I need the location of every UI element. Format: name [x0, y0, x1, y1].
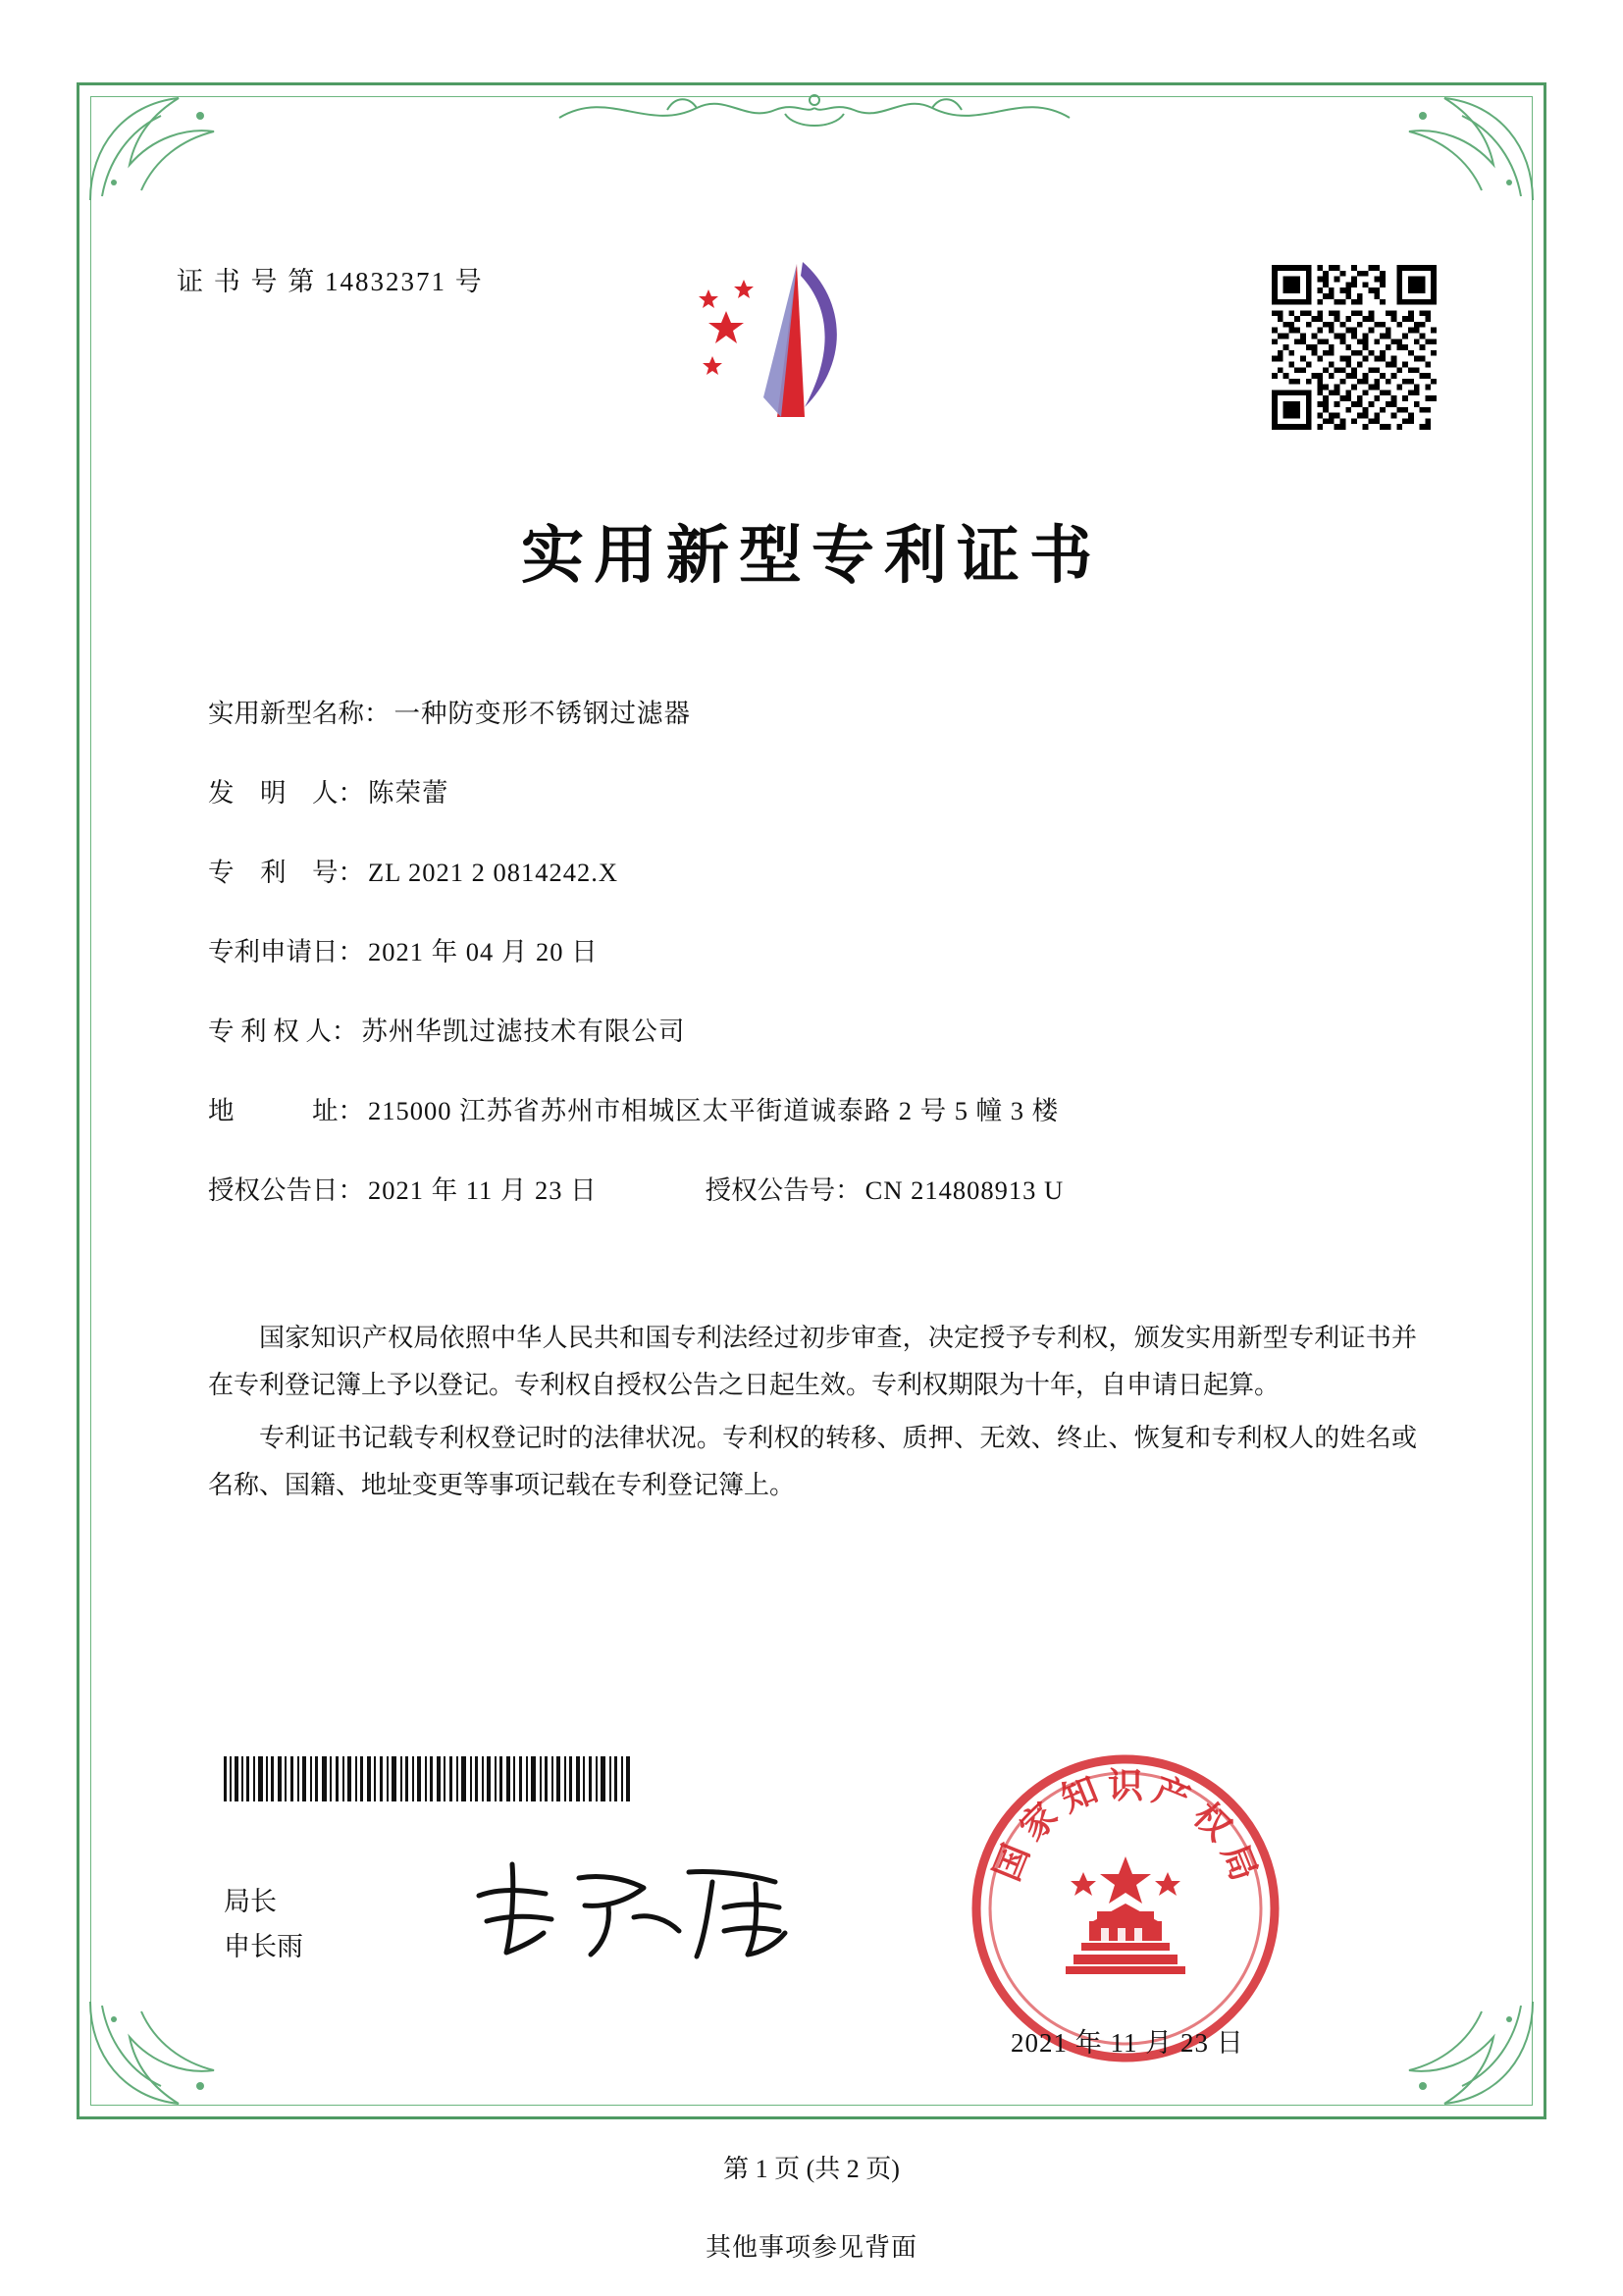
certificate-number: 证 书 号 第 14832371 号 [177, 267, 484, 296]
field-inventor [208, 771, 1425, 809]
barcode-icon [224, 1756, 636, 1801]
publication-number-value: CN 214808913 U [864, 1175, 1065, 1205]
field-label: 专利申请日： [208, 937, 364, 966]
qr-code-icon [1272, 265, 1437, 430]
signature-name: 申长雨 [224, 1932, 303, 1961]
corner-ornament-top-right [1391, 88, 1539, 206]
field-utility-model-name [208, 692, 1425, 730]
publication-number-label: 授权公告号： [705, 1175, 862, 1205]
corner-ornament-bottom-right [1391, 1996, 1539, 2113]
svg-text:识: 识 [1107, 1766, 1144, 1805]
legal-paragraph-2: 专利证书记载专利权登记时的法律状况。专利权的转移、质押、无效、终止、恢复和专利权人的姓名或名称、国籍、地址变更等事项记载在专利登记簿上。 [208, 1424, 1417, 1499]
signature-role: 局长 [224, 1887, 277, 1916]
field-publication [208, 1169, 1425, 1207]
legal-text [208, 1315, 1417, 1515]
field-label: 专 利 号： [208, 858, 364, 887]
corner-ornament-top-left [84, 88, 232, 206]
field-list [208, 692, 1425, 1248]
svg-text:局: 局 [1214, 1838, 1265, 1887]
signature-block [224, 1879, 303, 1969]
svg-text:知: 知 [1055, 1769, 1104, 1820]
svg-text:权: 权 [1185, 1795, 1239, 1849]
field-value: 一种防变形不锈钢过滤器 [393, 699, 691, 728]
field-label: 实用新型名称： [208, 699, 391, 728]
field-value: 陈荣蕾 [368, 778, 449, 808]
publication-date-value: 2021 年 11 月 23 日 [368, 1175, 598, 1205]
field-application-date [208, 930, 1425, 968]
top-flourish-ornament [550, 78, 1079, 137]
seal-date: 2021 年 11 月 23 日 [1011, 2028, 1244, 2058]
svg-text:产: 产 [1147, 1769, 1196, 1820]
field-patentee [208, 1010, 1425, 1048]
back-side-note: 其他事项参见背面 [705, 2233, 917, 2262]
publication-date-label: 授权公告日： [208, 1175, 364, 1205]
field-value: 215000 江苏省苏州市相城区太平街道诚泰路 2 号 5 幢 3 楼 [368, 1096, 1060, 1125]
field-value: 苏州华凯过滤技术有限公司 [361, 1017, 686, 1046]
page-title: 实用新型专利证书 [521, 521, 1102, 591]
svg-text:国: 国 [986, 1838, 1037, 1887]
field-label: 专 利 权 人： [208, 1017, 358, 1046]
handwritten-signature-icon [461, 1845, 834, 1972]
legal-paragraph-1: 国家知识产权局依照中华人民共和国专利法经过初步审查，决定授予专利权，颁发实用新型专利证书并在专利登记簿上予以登记。专利权自授权公告之日起生效。专利权期限为十年，自申请日起算。 [208, 1324, 1417, 1399]
field-label: 发 明 人： [208, 778, 364, 808]
field-address [208, 1089, 1425, 1127]
field-value: ZL 2021 2 0814242.X [368, 858, 619, 887]
patent-office-logo-icon [687, 250, 893, 437]
corner-ornament-bottom-left [84, 1996, 232, 2113]
field-label: 地 址： [208, 1096, 364, 1125]
field-value: 2021 年 04 月 20 日 [368, 937, 599, 966]
field-patent-number [208, 851, 1425, 889]
page-indicator: 第 1 页 (共 2 页) [723, 2155, 900, 2183]
svg-text:家: 家 [1012, 1795, 1066, 1849]
